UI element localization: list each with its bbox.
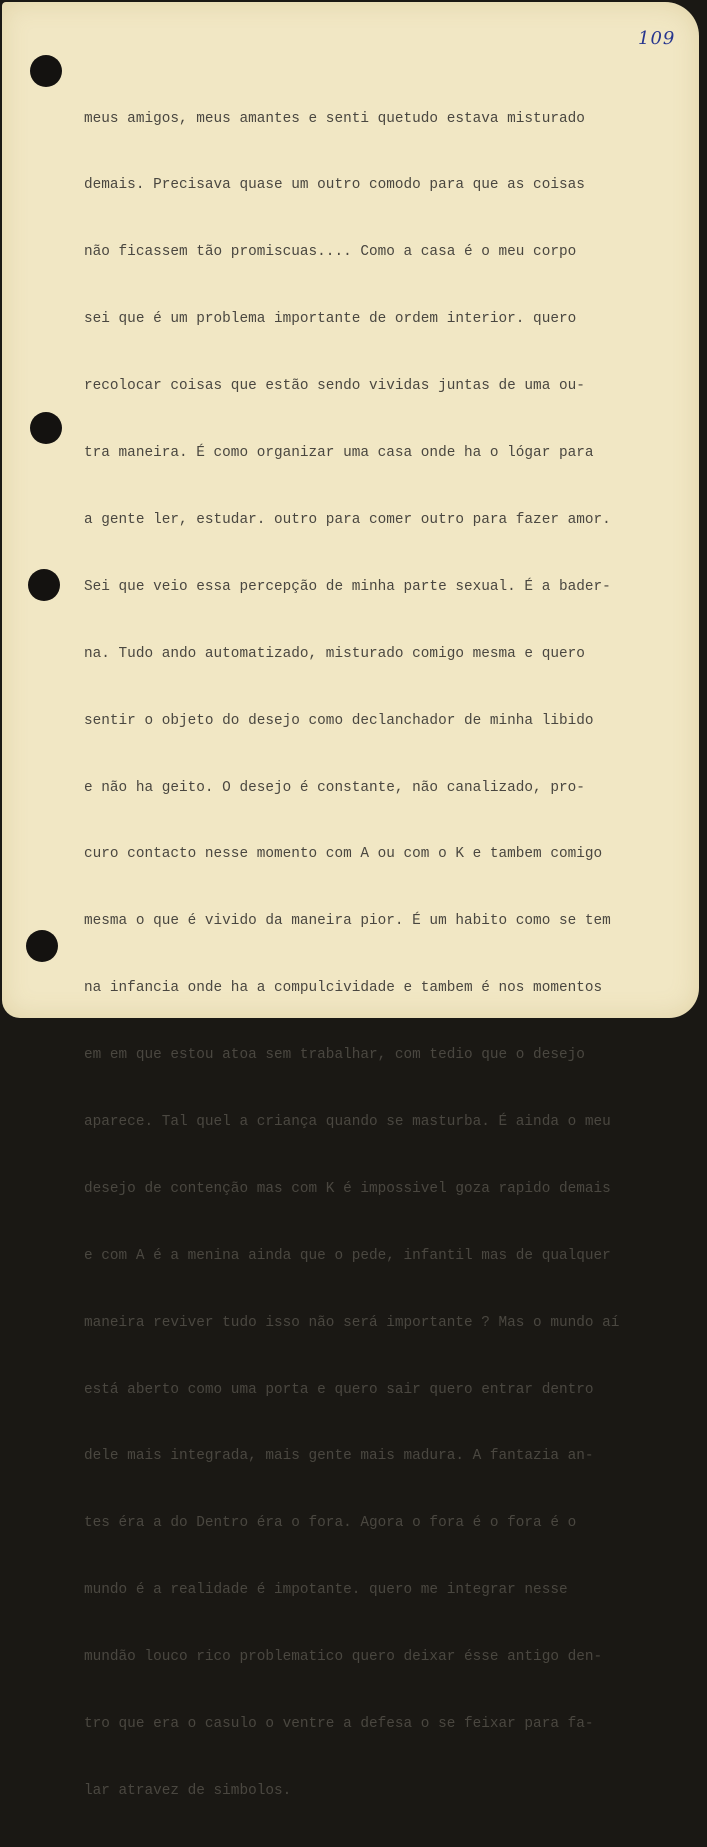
typewritten-page xyxy=(2,2,699,1799)
text-line: curo contacto nesse momento com A ou com o K e tambem comigo xyxy=(84,846,603,863)
text-line: na infancia onde ha a compulcividade e tambem é nos momentos xyxy=(84,980,603,997)
text-line: na. Tudo ando automatizado, misturado comigo mesma e quero xyxy=(84,645,585,662)
text-line: mundo é a realidade é impotante. quero me integrar nesse xyxy=(84,1582,568,1599)
text-line: sentir o objeto do desejo como declanchador de minha libido xyxy=(84,712,594,729)
binder-hole-1 xyxy=(30,55,62,87)
typed-text-body xyxy=(84,63,694,1847)
text-line: aparece. Tal quel a criança quando se masturba. É ainda o meu xyxy=(84,1113,611,1130)
text-line: mundão louco rico problematico quero deixar ésse antigo den- xyxy=(84,1649,603,1666)
page-number: 109 xyxy=(638,28,676,49)
binder-hole-3 xyxy=(28,569,60,601)
text-line: demais. Precisava quase um outro comodo para que as coisas xyxy=(84,177,585,194)
text-line: tro que era o casulo o ventre a defesa o se feixar para fa- xyxy=(84,1715,594,1732)
text-line: tes éra a do Dentro éra o fora. Agora o fora é o fora é o xyxy=(84,1515,577,1532)
binder-hole-2 xyxy=(30,412,62,444)
text-line: desejo de contenção mas com K é impossivel goza rapido demais xyxy=(84,1180,611,1197)
text-line: recolocar coisas que estão sendo vividas juntas de uma ou- xyxy=(84,378,585,395)
text-line: a gente ler, estudar. outro para comer outro para fazer amor. xyxy=(84,511,611,528)
text-line: lar atravez de simbolos. xyxy=(84,1782,292,1799)
text-line: está aberto como uma porta e quero sair quero entrar dentro xyxy=(84,1381,594,1398)
text-line: não ficassem tão promiscuas.... Como a casa é o meu corpo xyxy=(84,244,577,261)
text-line: Sei que veio essa percepção de minha parte sexual. É a bader- xyxy=(84,578,611,595)
text-line: maneira reviver tudo isso não será importante ? Mas o mundo aí xyxy=(84,1314,620,1331)
text-line: e com A é a menina ainda que o pede, infantil mas de qualquer xyxy=(84,1247,611,1264)
binder-hole-4 xyxy=(26,930,58,962)
text-line: mesma o que é vivido da maneira pior. É um habito como se tem xyxy=(84,913,611,930)
text-line: em em que estou atoa sem trabalhar, com tedio que o desejo xyxy=(84,1047,585,1064)
text-line: e não ha geito. O desejo é constante, não canalizado, pro- xyxy=(84,779,585,796)
text-line: tra maneira. É como organizar uma casa onde ha o lógar para xyxy=(84,445,594,462)
text-line: meus amigos, meus amantes e senti quetudo estava misturado xyxy=(84,110,585,127)
text-line: dele mais integrada, mais gente mais madura. A fantazia an- xyxy=(84,1448,594,1465)
text-line: sei que é um problema importante de ordem interior. quero xyxy=(84,311,577,328)
